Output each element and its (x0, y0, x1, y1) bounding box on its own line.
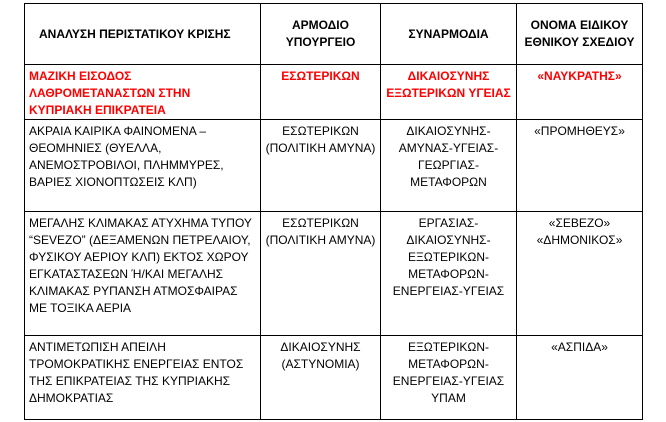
cell-crisis-analysis: ΑΝΤΙΜΕΤΩΠΙΣΗ ΑΠΕΙΛΗ ΤΡΟΜΟΚΡΑΤΙΚΗΣ ΕΝΕΡΓΕΙΑΣ ΕΝΤΟΣ ΤΗΣ ΕΠΙΚΡΑΤΕΙΑΣ ΤΗΣ ΚΥΠΡΙΑΚΗΣ ΔΗΜΟΚΡΑΤΙΑΣ (25, 336, 261, 420)
cell-crisis-analysis: ΑΚΡΑΙΑ ΚΑΙΡΙΚΑ ΦΑΙΝΟΜΕΝΑ – ΘΕΟΜΗΝΙΕΣ (ΘΥΕΛΛΑ, ΑΝΕΜΟΣΤΡΟΒΙΛΟΙ, ΠΛΗΜΜΥΡΕΣ, ΒΑΡΙΕΣ ΧΙΟΝΟΠΤΩΣΕΙΣ ΚΛΠ) (25, 120, 261, 212)
cell-co-competent: ΔΙΚΑΙΟΣΥΝΗΣ ΕΞΩΤΕΡΙΚΩΝ ΥΓΕΙΑΣ (381, 65, 517, 120)
table-row (25, 65, 643, 120)
header-competent-ministry: ΑΡΜΟΔΙΟ ΥΠΟΥΡΓΕΙΟ (261, 4, 381, 65)
table-row (25, 120, 643, 212)
cell-co-competent: ΕΞΩΤΕΡΙΚΩΝ-ΜΕΤΑΦΟΡΩΝ-ΕΝΕΡΓΕΙΑΣ-ΥΓΕΙΑΣ ΥΠΑΜ (381, 336, 517, 420)
cell-plan-name: «ΠΡΟΜΗΘΕΥΣ» (517, 120, 643, 212)
cell-crisis-analysis: ΜΕΓΑΛΗΣ ΚΛΙΜΑΚΑΣ ΑΤΥΧΗΜΑ ΤΥΠΟΥ “SEVEZO” (ΔΕΞΑΜΕΝΩΝ ΠΕΤΡΕΛΑΙΟΥ, ΦΥΣΙΚΟΥ ΑΕΡΙΟΥ ΚΛΠ) ΕΚΤΟΣ ΧΩΡΟΥ ΕΓΚΑΤΑΣΤΑΣΕΩΝ Ή/ΚΑΙ ΜΕΓΑΛΗΣ ΚΛΙΜΑΚΑΣ ΡΥΠΑΝΣΗ ΑΤΜΟΣΦΑΙΡΑΣ ΜΕ ΤΟΞΙΚΑ ΑΕΡΙΑ (25, 212, 261, 336)
crisis-plans-table (24, 3, 643, 420)
cell-competent-ministry: ΕΣΩΤΕΡΙΚΩΝ (ΠΟΛΙΤΙΚΗ ΑΜΥΝΑ) (261, 212, 381, 336)
cell-competent-ministry: ΕΣΩΤΕΡΙΚΩΝ (261, 65, 381, 120)
cell-competent-ministry: ΕΣΩΤΕΡΙΚΩΝ (ΠΟΛΙΤΙΚΗ ΑΜΥΝΑ) (261, 120, 381, 212)
header-co-competent: ΣΥΝΑΡΜΟΔΙΑ (381, 4, 517, 65)
cell-crisis-analysis: ΜΑΖΙΚΗ ΕΙΣΟΔΟΣ ΛΑΘΡΟΜΕΤΑΝΑΣΤΩΝ ΣΤΗΝ ΚΥΠΡΙΑΚΗ ΕΠΙΚΡΑΤΕΙΑ (25, 65, 261, 120)
table-row (25, 212, 643, 336)
plan-name-dimonikos: «ΔΗΜΟΝΙΚΟΣ» (536, 233, 623, 247)
cell-competent-ministry: ΔΙΚΑΙΟΣΥΝΗΣ (ΑΣΤΥΝΟΜΙΑ) (261, 336, 381, 420)
cell-plan-name (517, 212, 643, 336)
cell-plan-name: «ΑΣΠΙΔΑ» (517, 336, 643, 420)
header-plan-name: ΟΝΟΜΑ ΕΙΔΙΚΟΥ ΕΘΝΙΚΟΥ ΣΧΕΔΙΟΥ (517, 4, 643, 65)
header-crisis-analysis: ΑΝΑΛΥΣΗ ΠΕΡΙΣΤΑΤΙΚΟΥ ΚΡΙΣΗΣ (25, 4, 261, 65)
cell-co-competent: ΕΡΓΑΣΙΑΣ-ΔΙΚΑΙΟΣΥΝΗΣ-ΕΞΩΤΕΡΙΚΩΝ-ΜΕΤΑΦΟΡΩΝ-ΕΝΕΡΓΕΙΑΣ-ΥΓΕΙΑΣ (381, 212, 517, 336)
document-page (24, 3, 642, 420)
table-header-row (25, 4, 643, 65)
cell-plan-name: «ΝΑΥΚΡΑΤΗΣ» (517, 65, 643, 120)
plan-name-seveso: «ΣΕΒΕΖΟ» (548, 216, 611, 230)
cell-co-competent: ΔΙΚΑΙΟΣΥΝΗΣ-ΑΜΥΝΑΣ-ΥΓΕΙΑΣ-ΓΕΩΡΓΙΑΣ-ΜΕΤΑΦΟΡΩΝ (381, 120, 517, 212)
table-row (25, 336, 643, 420)
